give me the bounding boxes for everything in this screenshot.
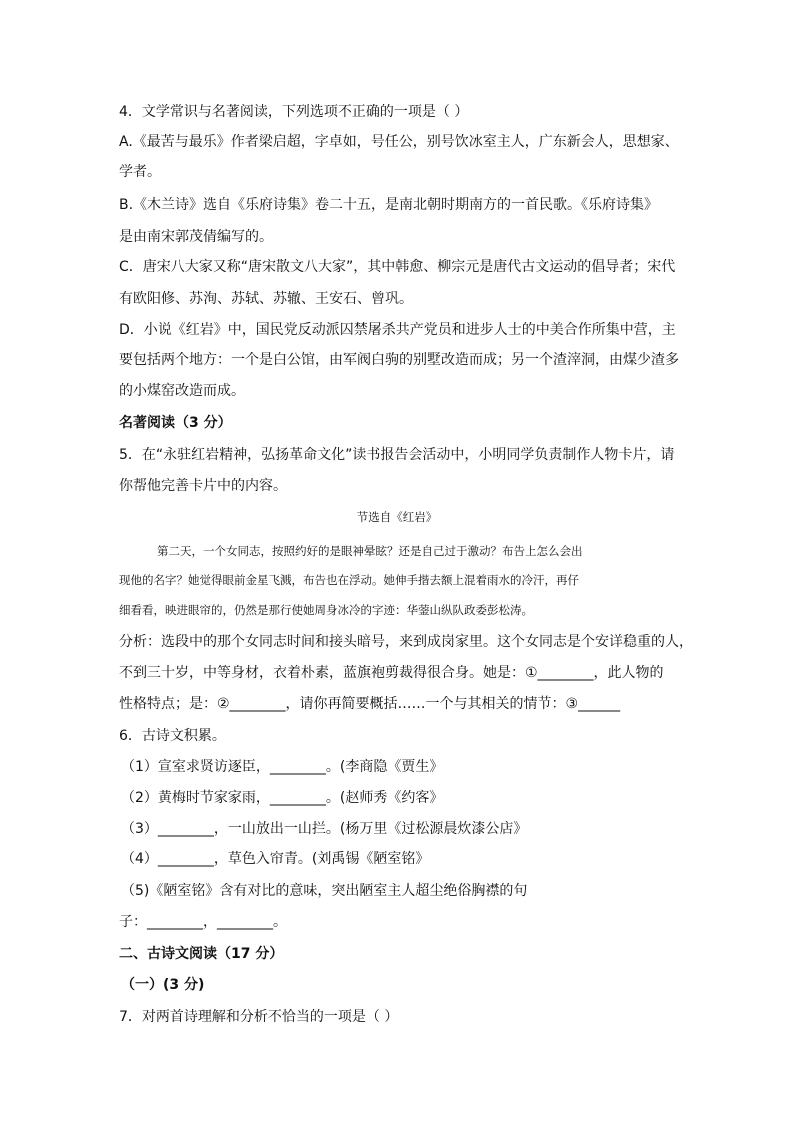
q4-option-b-line1: B.《木兰诗》选自《乐府诗集》卷二十五，是南北朝时期南方的一首民歌。《乐府诗集》 [119,197,659,213]
q6-item: （3）________，一山放出一山拦。(杨万里《过松源晨炊漆公店》 [121,821,528,837]
excerpt-line3: 细看看，映进眼帘的，仍然是那行使她周身冰冷的字迹：华蓥山纵队政委彭松涛。 [119,603,533,617]
q4-option-b-line2: 是由南宋郭茂倩编写的。 [119,229,273,245]
analysis-line1: 分析：选段中的那个女同志时间和接头暗号，来到成岗家里。这个女同志是个安详稳重的人， [119,634,693,650]
analysis-line2: 不到三十岁，中等身材，衣着朴素，蓝旗袍剪裁得很合身。她是：①________，此人物的 [119,665,664,681]
q4-stem: 4．文学常识与名著阅读，下列选项不正确的一项是（ ） [119,104,469,120]
subsection-heading-one: （一）(3 分) [121,977,205,993]
section-heading-mingzhu: 名著阅读（3 分） [119,415,232,431]
excerpt-title: 节选自《红岩》 [356,510,438,524]
q5-stem-line1: 5．在“永驻红岩精神，弘扬革命文化”读书报告会活动中，小明同学负责制作人物卡片，请 [119,447,675,463]
q6-item: （2）黄梅时节家家雨，________。(赵师秀《约客》 [121,790,444,806]
q6-item5-continuation: 子：________，________。 [119,914,287,930]
q4-option-d-line3: 的小煤窑改造而成。 [119,383,245,399]
q7-stem: 7．对两首诗理解和分析不恰当的一项是（ ） [119,1009,399,1025]
q4-option-d-line1: D．小说《红岩》中，国民党反动派囚禁屠杀共产党员和进步人士的中美合作所集中营，主 [119,322,676,338]
excerpt-line2: 现他的名字？她觉得眼前金星飞溅，布告也在浮动。她伸手揩去额上混着雨水的冷汗，再仔 [119,573,579,587]
q6-stem: 6．古诗文积累。 [119,728,226,744]
q6-item: （5)《陋室铭》含有对比的意味，突出陋室主人超尘绝俗胸襟的句 [121,883,528,899]
q4-option-d-line2: 要包括两个地方：一个是白公馆，由军阀白驹的别墅改造而成；另一个渣滓洞，由煤少渣多 [119,352,679,368]
q6-item: （1）宣室求贤访逐臣，________。(李商隐《贾生》 [121,759,444,775]
q4-option-c-line1: C．唐宋八大家又称“唐宋散文八大家”，其中韩愈、柳宗元是唐代古文运动的倡导者；宋代 [119,259,676,275]
excerpt-line1: 第二天，一个女同志，按照约好的是眼神晕眩？还是自己过于激动？布告上怎么会出 [157,544,583,558]
q4-option-c-line2: 有欧阳修、苏洵、苏轼、苏辙、王安石、曾巩。 [119,291,413,307]
analysis-line3: 性格特点；是：②________，请你再简要概括……一个与其相关的情节：③______ [119,696,621,712]
q5-stem-line2: 你帮他完善卡片中的内容。 [119,478,287,494]
section-heading-two: 二、古诗文阅读（17 分） [119,946,284,962]
q4-option-a-line2: 学者。 [119,164,161,180]
q4-option-a-line1: A.《最苦与最乐》作者梁启超，字卓如，号任公，别号饮冰室主人，广东新会人，思想家、 [119,134,679,150]
q6-item: （4）________，草色入帘青。(刘禹锡《陋室铭》 [121,851,430,867]
